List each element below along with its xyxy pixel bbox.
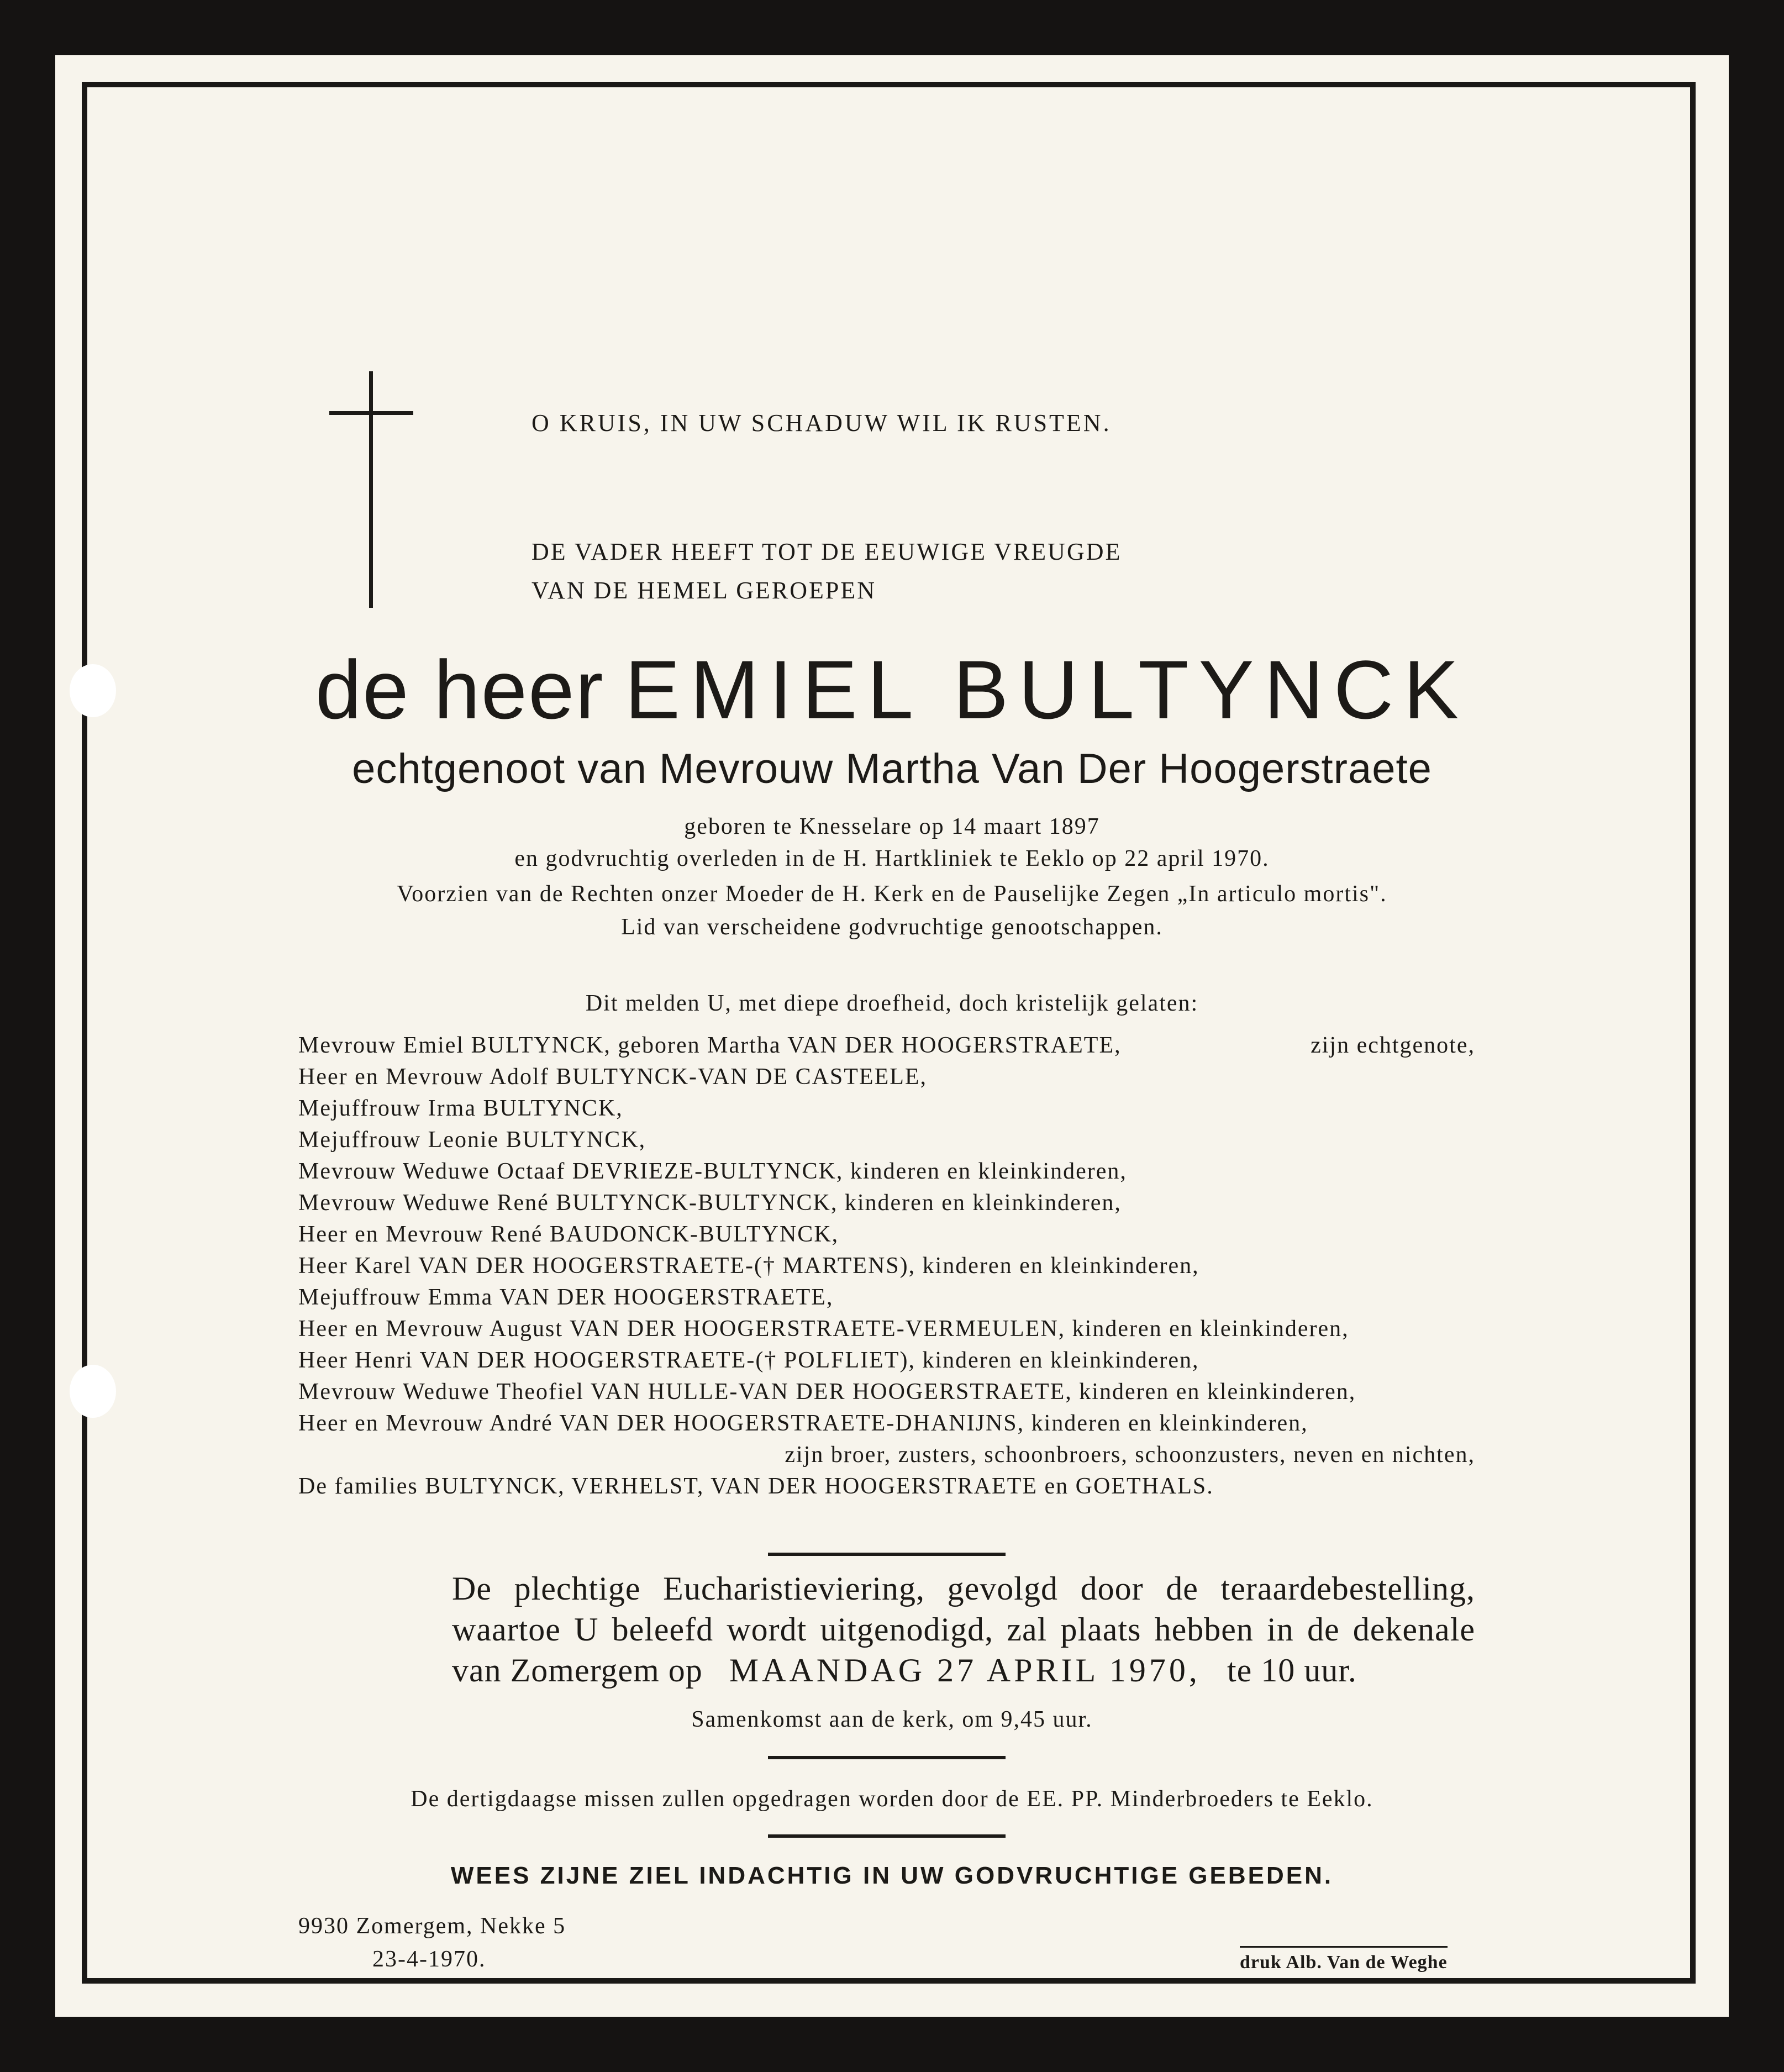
divider-rule xyxy=(768,1834,1006,1838)
mourner-row xyxy=(298,1316,1475,1347)
punch-hole-bottom xyxy=(70,1365,116,1418)
mourner-relation: zijn echtgenote, xyxy=(1311,1033,1475,1058)
mourner-row xyxy=(298,1253,1475,1284)
mourner-row xyxy=(298,1410,1475,1442)
relatives-line: zijn broer, zusters, schoonbroers, schoonzusters, neven en nichten, xyxy=(785,1442,1475,1468)
mourner-text: Heer en Mevrouw August VAN DER HOOGERSTRAETE-VERMEULEN, kinderen en kleinkinderen, xyxy=(298,1316,1349,1342)
birth-details: geboren te Knesselare op 14 maart 1897 xyxy=(684,814,1100,839)
mourners-list xyxy=(298,1032,1475,1505)
families-row xyxy=(298,1473,1475,1505)
mourner-row xyxy=(298,1095,1475,1127)
funeral-time: te 10 uur. xyxy=(1227,1652,1357,1689)
gathering-line: Samenkomst aan de kerk, om 9,45 uur. xyxy=(691,1707,1093,1732)
mourner-text: Heer en Mevrouw André VAN DER HOOGERSTRAETE-DHANIJNS, kinderen en kleinkinderen, xyxy=(298,1411,1308,1436)
membership-line: Lid van verscheidene godvruchtige genootschappen. xyxy=(621,914,1163,940)
mourner-row xyxy=(298,1284,1475,1316)
mourner-row xyxy=(298,1190,1475,1221)
cross-horizontal-bar xyxy=(329,411,413,415)
divider-rule xyxy=(768,1553,1006,1556)
sacraments-line: Voorzien van de Rechten onzer Moeder de H. Kerk en de Pauselijke Zegen „In articulo mortis". xyxy=(397,881,1387,907)
mourner-text: Mejuffrouw Emma VAN DER HOOGERSTRAETE, xyxy=(298,1285,834,1310)
prayer-line: WEES ZIJNE ZIEL INDACHTIG IN UW GODVRUCHTIGE GEBEDEN. xyxy=(450,1862,1334,1889)
name-prefix: de heer xyxy=(315,643,604,736)
families-line: De families BULTYNCK, VERHELST, VAN DER HOOGERSTRAETE en GOETHALS. xyxy=(298,1474,1214,1499)
funeral-line-1: De plechtige Eucharistieviering, gevolgd door de teraardebestelling, xyxy=(452,1570,1475,1607)
mourner-text: Heer en Mevrouw René BAUDONCK-BULTYNCK, xyxy=(298,1222,839,1247)
deceased-name-heading xyxy=(0,640,1784,740)
spouse-line: echtgenoot van Mevrouw Martha Van Der Hoogerstraete xyxy=(352,745,1432,792)
intro-line-1: DE VADER HEEFT TOT DE EEUWIGE VREUGDE xyxy=(531,538,1122,565)
mourner-row xyxy=(298,1127,1475,1158)
mourner-row xyxy=(298,1032,1475,1064)
mourner-text: Mejuffrouw Leonie BULTYNCK, xyxy=(298,1127,646,1153)
death-details: en godvruchtig overleden in de H. Hartkliniek te Eeklo op 22 april 1970. xyxy=(514,846,1270,871)
mourner-text: Heer Karel VAN DER HOOGERSTRAETE-(† MARTENS), kinderen en kleinkinderen, xyxy=(298,1253,1199,1279)
funeral-announcement xyxy=(452,1568,1475,1691)
mourner-row xyxy=(298,1221,1475,1253)
divider-rule xyxy=(768,1756,1006,1759)
mourner-text: Heer Henri VAN DER HOOGERSTRAETE-(† POLFLIET), kinderen en kleinkinderen, xyxy=(298,1348,1199,1373)
mourner-text: Mevrouw Emiel BULTYNCK, geboren Martha VAN DER HOOGERSTRAETE, xyxy=(298,1033,1122,1058)
funeral-line-3-start: van Zomergem op xyxy=(452,1652,703,1689)
mourner-text: Mejuffrouw Irma BULTYNCK, xyxy=(298,1096,623,1121)
mourner-text: Heer en Mevrouw Adolf BULTYNCK-VAN DE CASTEELE, xyxy=(298,1064,928,1090)
mourner-row xyxy=(298,1158,1475,1190)
mourner-text: Mevrouw Weduwe Octaaf DEVRIEZE-BULTYNCK, kinderen en kleinkinderen, xyxy=(298,1159,1127,1184)
funeral-line-3 xyxy=(452,1650,1475,1691)
motto: O KRUIS, IN UW SCHADUW WIL IK RUSTEN. xyxy=(531,409,1112,437)
address-date: 23-4-1970. xyxy=(372,1947,486,1972)
intro-line-2: VAN DE HEMEL GEROEPEN xyxy=(531,577,876,604)
mourner-row xyxy=(298,1064,1475,1095)
masses-line: De dertigdaagse missen zullen opgedragen worden door de EE. PP. Minderbroeders te Eeklo. xyxy=(411,1786,1373,1812)
relatives-row xyxy=(298,1442,1475,1473)
deceased-name: EMIEL BULTYNCK xyxy=(624,643,1469,736)
printer-credit: druk Alb. Van de Weghe xyxy=(1240,1946,1448,1973)
funeral-line-2: waartoe U beleefd wordt uitgenodigd, zal plaats hebben in de dekenale xyxy=(452,1611,1475,1648)
funeral-date: MAANDAG 27 APRIL 1970, xyxy=(729,1652,1201,1689)
mourner-text: Mevrouw Weduwe Theofiel VAN HULLE-VAN DER HOOGERSTRAETE, kinderen en kleinkinderen, xyxy=(298,1379,1356,1405)
mourner-text: Mevrouw Weduwe René BULTYNCK-BULTYNCK, kinderen en kleinkinderen, xyxy=(298,1190,1122,1216)
cross-vertical-bar xyxy=(369,371,373,608)
mourner-row xyxy=(298,1347,1475,1379)
announcement-line: Dit melden U, met diepe droefheid, doch kristelijk gelaten: xyxy=(585,991,1199,1016)
mourner-row xyxy=(298,1379,1475,1410)
address-line: 9930 Zomergem, Nekke 5 xyxy=(298,1913,566,1939)
